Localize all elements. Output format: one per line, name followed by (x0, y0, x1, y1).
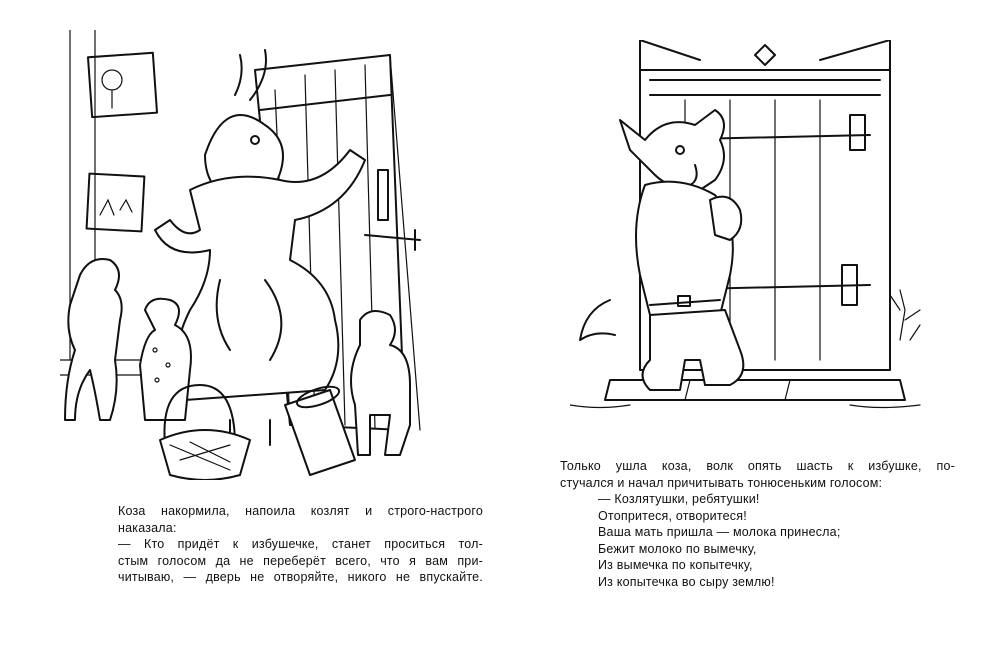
right-verse-line-1: — Козлятушки, ребятушки! (598, 492, 760, 506)
wolf-at-door-illustration (570, 40, 940, 430)
left-story-text (118, 503, 483, 586)
right-verse-line-3: Ваша мать пришла — молока принесла; (598, 525, 841, 539)
right-verse-line-2: Отопритеся, отворитеся! (598, 508, 747, 523)
right-verse-line-5: Из вымечка по копытечку, (598, 558, 753, 572)
goat-family-illustration (60, 30, 480, 480)
right-verse-line-4: Бежит молоко по вымечку, (598, 541, 757, 556)
right-paragraph-line-1: Только ушла коза, волк опять шасть к избушке, по- (560, 459, 955, 473)
left-paragraph-line-3: — Кто придёт к избушечке, станет проситься тол- (118, 537, 483, 551)
right-paragraph-line-2: стучался и начал причитывать тонюсеньким голосом: (560, 475, 883, 490)
right-verse-line-6: Из копытечка во сыру землю! (598, 574, 775, 589)
left-paragraph-line-2: наказала: (118, 520, 177, 535)
left-paragraph-line-4: стым голосом да не переберёт всего, что я вам при- (118, 553, 483, 568)
left-paragraph-line-1: Коза накормила, напоила козлят и строго-настрого (118, 504, 483, 518)
right-story-text (560, 458, 955, 590)
left-paragraph-line-5: читываю, — дверь не отворяйте, никого не впускайте. (118, 570, 483, 584)
